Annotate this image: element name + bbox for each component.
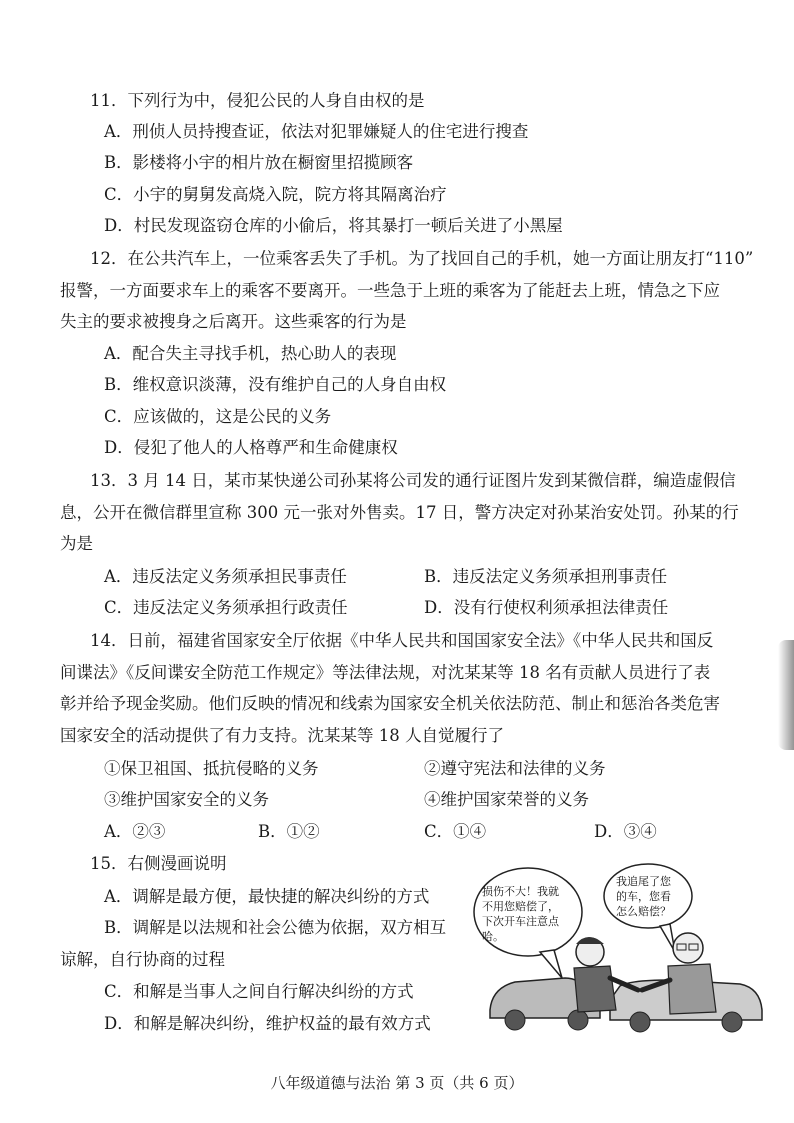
q12-option-a: A．配合失主寻找手机，热心助人的表现 [104,344,397,363]
q15-stem: 15．右侧漫画说明 [90,854,227,873]
q13-option-a: A．违反法定义务须承担民事责任 [104,567,347,586]
right-bubble-line-3: 怎么赔偿？ [616,905,671,918]
q12-option-c: C．应该做的，这是公民的义务 [104,407,332,426]
q14-stem-line-4: 国家安全的活动提供了有力支持。沈某某等 18 人自觉履行了 [60,726,504,745]
q15-option-a: A．调解是最方便，最快捷的解决纠纷的方式 [104,887,430,906]
q15-option-b: B．调解是以法规和社会公德为依据，双方相互 [104,918,447,937]
q14-answer-d: D．③④ [594,822,657,841]
q11-option-b: B．影楼将小宇的相片放在橱窗里招揽顾客 [104,153,414,172]
q14-item-1: ①保卫祖国、抵抗侵略的义务 [104,759,319,778]
q14-stem-line-3: 彰并给予现金奖励。他们反映的情况和线索为国家安全机关依法防范、制止和惩治各类危害 [60,694,720,713]
q11-option-a: A．刑侦人员持搜查证，依法对犯罪嫌疑人的住宅进行搜查 [104,122,529,141]
q13-stem-line-2: 息，公开在微信群里宣称 300 元一张对外售卖。17 日，警方决定对孙某治安处罚。孙某的行 [60,503,739,522]
right-bubble-line-2: 的车，您看 [616,890,671,903]
q12-option-d: D．侵犯了他人的人格尊严和生命健康权 [104,438,398,457]
q14-answer-a: A．②③ [104,822,166,841]
left-bubble-line-3: 下次开车注意点 [482,915,559,928]
comic-left-speech-bubble [474,868,582,978]
q15-option-d: D．和解是解决纠纷，维护权益的最有效方式 [104,1014,431,1033]
q14-answer-c: C．①④ [424,822,487,841]
q14-stem-line-2: 间谍法》《反间谍安全防范工作规定》等法律法规，对沈某某等 18 名有贡献人员进行了表 [60,663,711,682]
q12-stem-line-1: 12．在公共汽车上，一位乘客丢失了手机。为了找回自己的手机，她一方面让朋友打“110” [90,249,754,268]
left-bubble-line-1: 损伤不大！我就 [482,885,559,898]
page-footer: 八年级道德与法治 第 3 页（共 6 页） [270,1074,524,1092]
q13-option-b: B．违反法定义务须承担刑事责任 [424,567,668,586]
q12-option-b: B．维权意识淡薄，没有维护自己的人身自由权 [104,375,447,394]
q14-item-3: ③维护国家安全的义务 [104,790,269,809]
q15-option-c: C．和解是当事人之间自行解决纠纷的方式 [104,982,414,1001]
q15-option-b-cont: 谅解，自行协商的过程 [60,950,225,969]
q12-stem-line-3: 失主的要求被搜身之后离开。这些乘客的行为是 [60,312,407,331]
q14-item-2: ②遵守宪法和法律的义务 [424,759,606,778]
q14-stem-line-1: 14．日前，福建省国家安全厅依据《中华人民共和国国家安全法》《中华人民共和国反 [90,631,714,650]
left-bubble-line-2: 不用您赔偿了， [482,900,559,913]
q11-option-d: D．村民发现盗窃仓库的小偷后，将其暴打一顿后关进了小黑屋 [104,216,563,235]
q13-stem-line-3: 为是 [60,534,93,553]
q13-option-d: D．没有行使权利须承担法律责任 [424,598,669,617]
q13-option-c: C．违反法定义务须承担行政责任 [104,598,348,617]
q14-item-4: ④维护国家荣誉的义务 [424,790,589,809]
q11-option-c: C．小宇的舅舅发高烧入院，院方将其隔离治疗 [104,185,447,204]
left-bubble-line-4: 哈。 [482,930,504,943]
q14-answer-b: B．①② [258,822,320,841]
q11-stem: 11．下列行为中，侵犯公民的人身自由权的是 [90,91,425,110]
q15-comic-illustration [470,860,770,1038]
q12-stem-line-2: 报警，一方面要求车上的乘客不要离开。一些急于上班的乘客为了能赶去上班，情急之下应 [60,281,720,300]
scan-edge-shadow [778,640,794,750]
q13-stem-line-1: 13．3 月 14 日，某市某快递公司孙某将公司发的通行证图片发到某微信群，编造虚假信 [90,471,736,490]
right-bubble-line-1: 我追尾了您 [616,875,671,888]
